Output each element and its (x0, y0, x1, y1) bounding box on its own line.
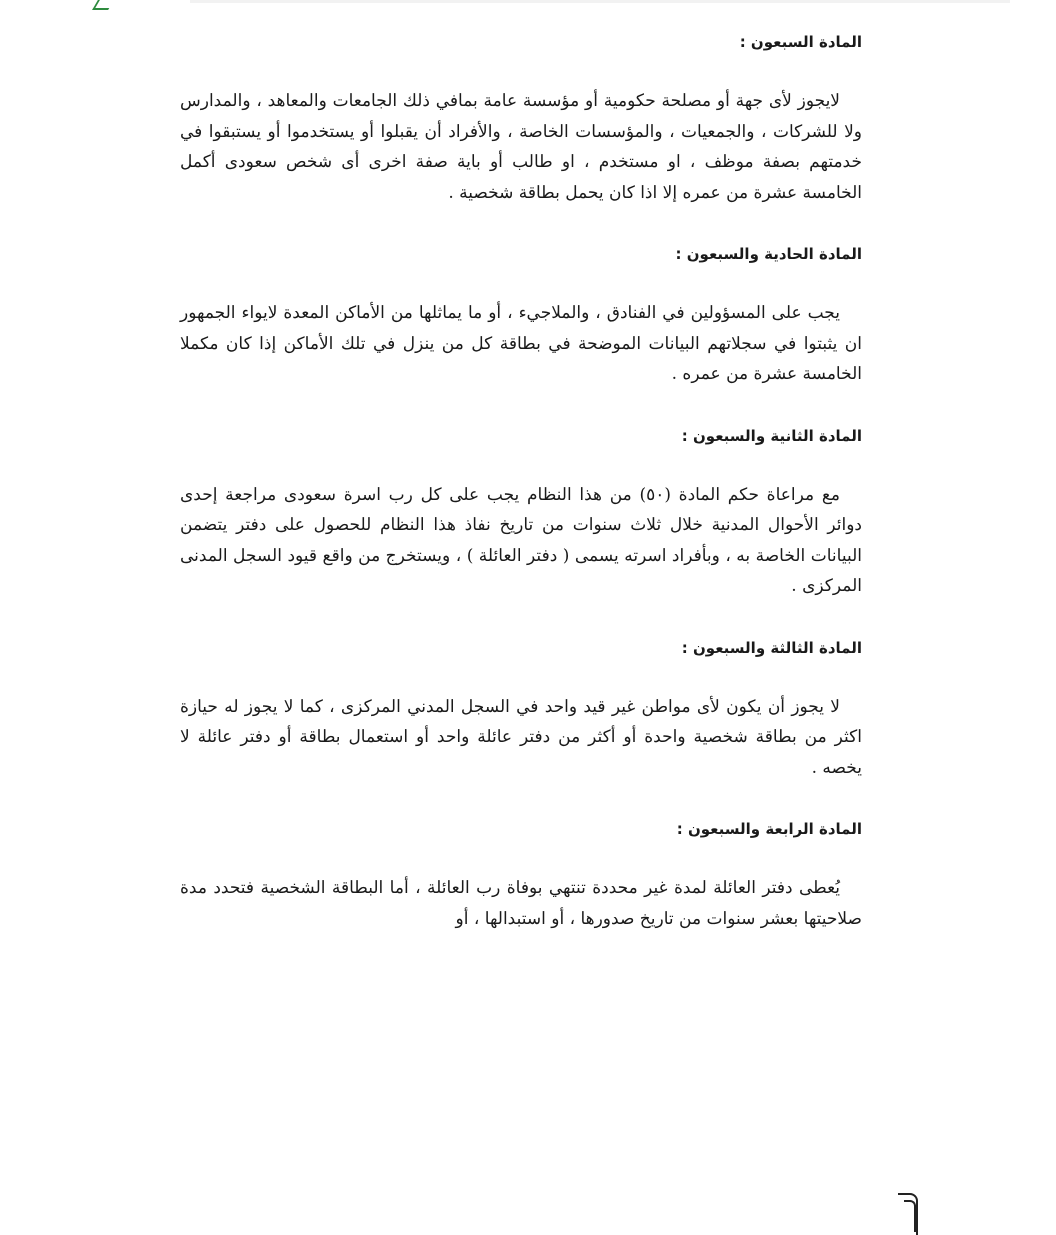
top-rule (190, 0, 1010, 3)
article-71 (180, 238, 862, 390)
article-body: لايجوز لأى جهة أو مصلحة حكومية أو مؤسسة عامة بمافي ذلك الجامعات والمعاهد ، والمدارس ولا للشركات ، والجمعيات ، والمؤسسات الخاصة ، والأفراد أن يقبلوا أو يستخدموا أو يستبقوا في خدمتهم بصفة موظف ، او مستخدم ، او طالب أو باية صفة اخرى أى شخص سعودى أكمل الخامسة عشرة من عمره إلا اذا كان يحمل بطاقة شخصية . (180, 91, 862, 203)
article-body: مع مراعاة حكم المادة (٥٠) من هذا النظام يجب على كل رب اسرة سعودى مراجعة إحدى دوائر الأحوال المدنية خلال ثلاث سنوات من تاريخ نفاذ هذا النظام للحصول على دفتر يتضمن البيانات الخاصة به ، وبأفراد اسرته يسمى ( دفتر العائلة ) ، ويستخرج من واقع قيود السجل المدنى المركزى . (180, 484, 862, 596)
article-body: يجب على المسؤولين في الفنادق ، والملاجيء ، أو ما يماثلها من الأماكن المعدة لايواء الجمهور ان يثبتوا في سجلاتهم البيانات الموضحة في بطاقة كل من ينزل في تلك الأماكن إذا كان مكملا الخامسة عشرة من عمره . (180, 303, 862, 384)
article-heading: المادة الحادية والسبعون : (675, 245, 862, 263)
article-heading: المادة السبعون : (739, 33, 862, 51)
article-heading: المادة الثانية والسبعون : (681, 426, 862, 445)
article-body: يُعطى دفتر العائلة لمدة غير محددة تنتهي بوفاة رب العائلة ، أما البطاقة الشخصية فتحدد مدة صلاحيتها بعشر سنوات من تاريخ صدورها ، أو استبدالها ، أو (180, 878, 862, 929)
article-heading: المادة الرابعة والسبعون : (676, 820, 862, 838)
article-body: لا يجوز أن يكون لأى مواطن غير قيد واحد في السجل المدني المركزى ، كما لا يجوز له حيازة اكثر من بطاقة شخصية واحدة أو أكثر من دفتر عائلة واحد أو استعمال بطاقة أو دفتر عائلة لا يخصه . (180, 696, 862, 778)
article-74 (180, 813, 862, 934)
article-heading: المادة الثالثة والسبعون : (681, 638, 862, 657)
article-72 (180, 420, 862, 602)
article-70 (180, 26, 862, 208)
corner-mark (92, 0, 114, 10)
corner-bracket-inner (904, 1200, 916, 1232)
document-page (180, 26, 862, 934)
article-73 (180, 632, 862, 784)
